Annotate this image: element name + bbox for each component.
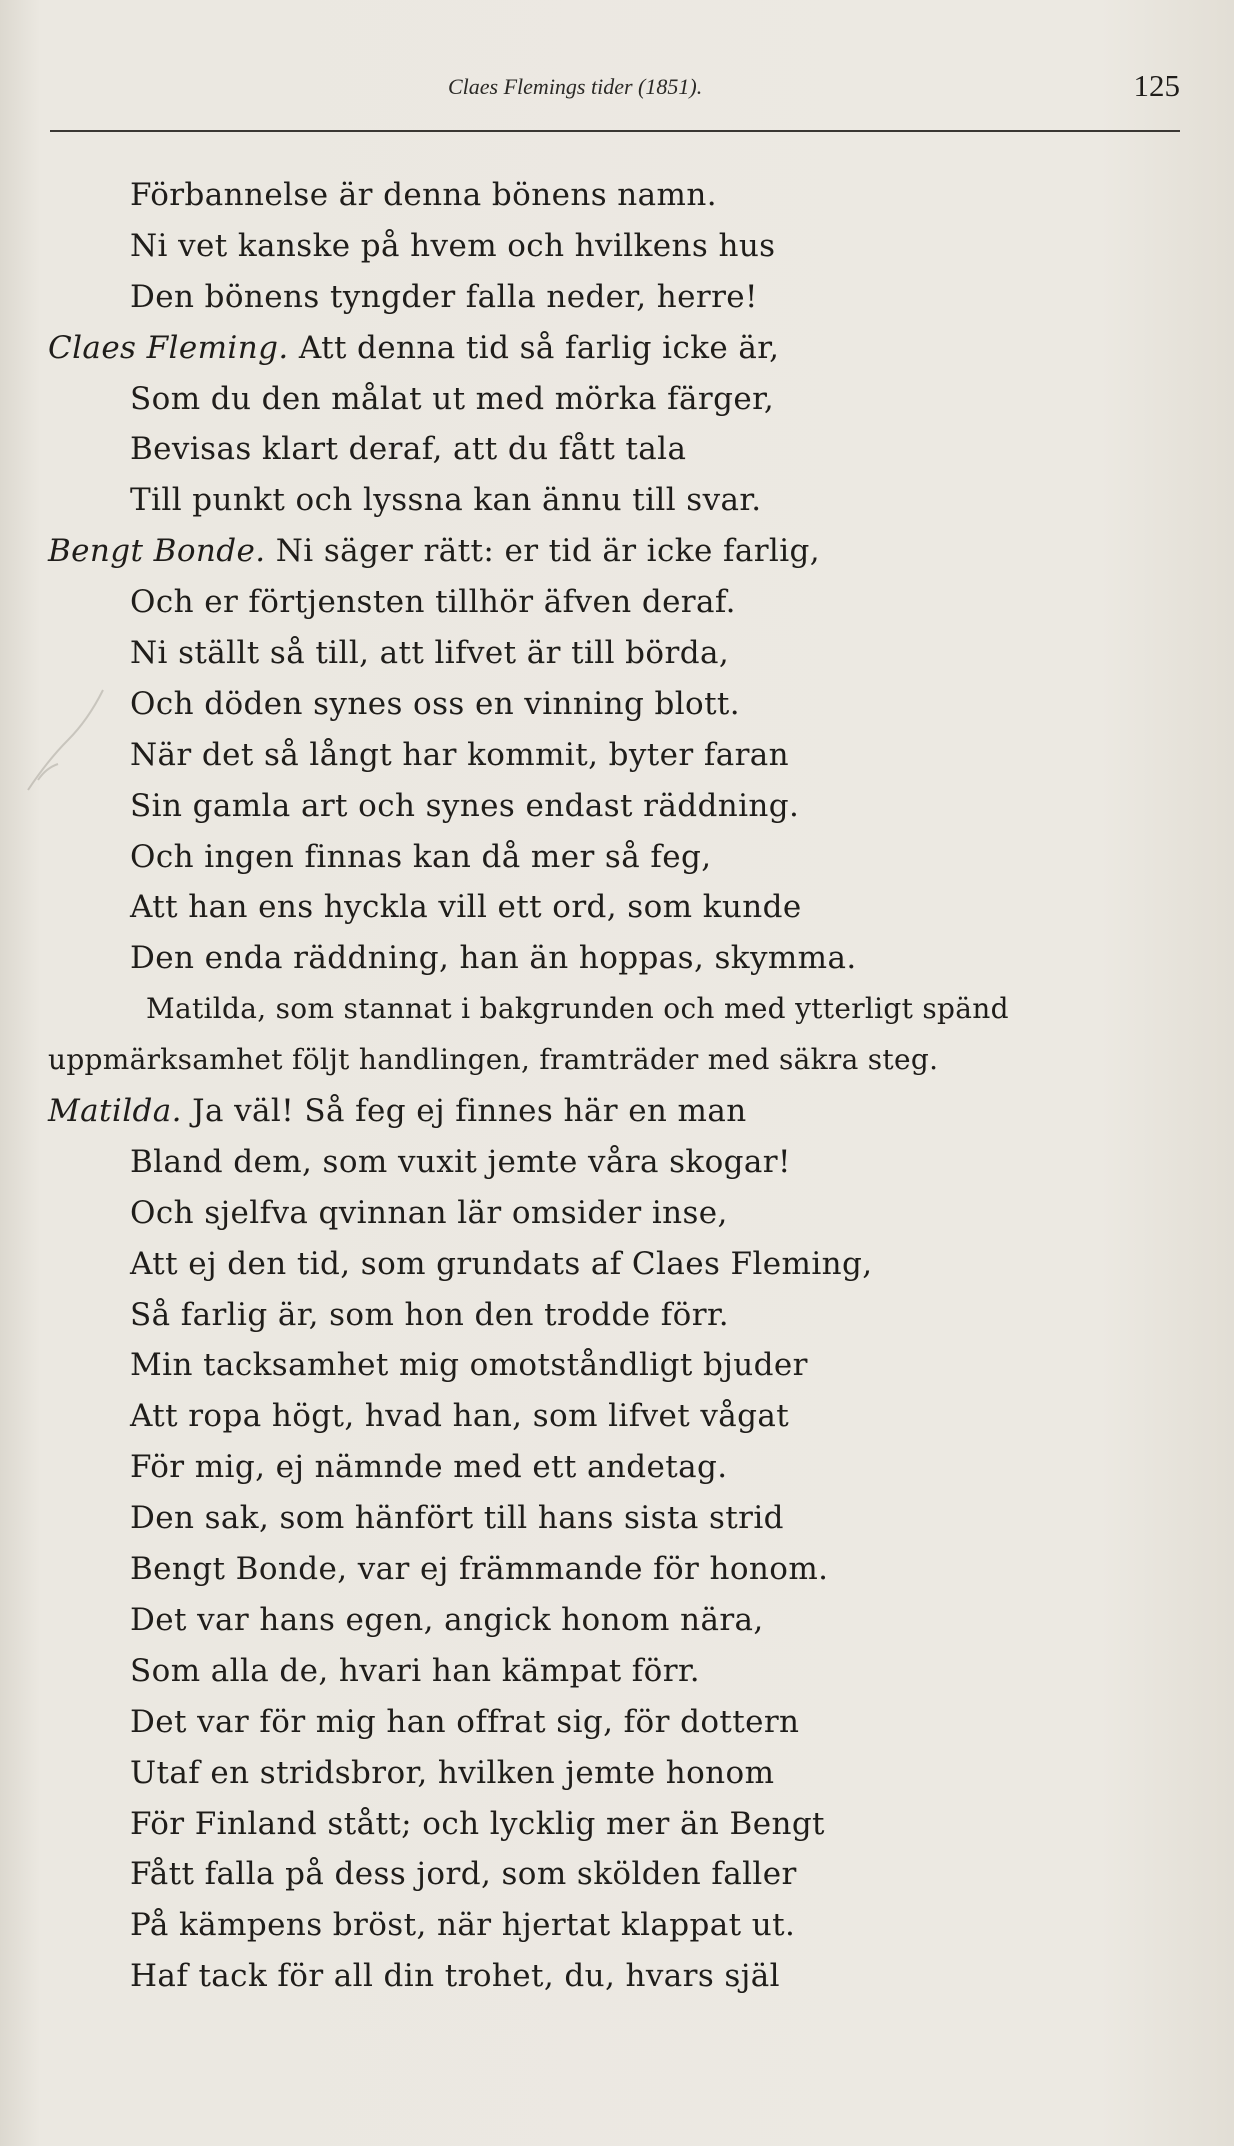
speaker-name: Claes Fleming.: [48, 329, 289, 366]
verse-line: [48, 1646, 1198, 1697]
verse-line: [48, 1493, 1198, 1544]
line-text: Det var hans egen, angick honom nära,: [130, 1601, 764, 1638]
verse-line: [48, 679, 1198, 730]
line-text: När det så långt har kommit, byter faran: [130, 736, 790, 773]
line-text: Sin gamla art och synes endast räddning.: [130, 787, 800, 824]
speech-line: [48, 323, 1198, 374]
verse-line: [48, 1799, 1198, 1850]
line-text: Som du den målat ut med mörka färger,: [130, 380, 775, 417]
line-text: Och er förtjensten tillhör äfven deraf.: [130, 584, 736, 621]
verse-line: [48, 1442, 1198, 1493]
verse-line: [48, 933, 1198, 984]
verse-line: [48, 781, 1198, 832]
verse-line: [48, 1900, 1198, 1951]
header-rule: [50, 130, 1180, 132]
line-text: Den bönens tyngder falla neder, herre!: [130, 278, 758, 315]
running-title: Claes Flemings tider (1851).: [448, 74, 703, 99]
verse-line: [48, 1951, 1198, 2002]
stage-direction-line: [48, 984, 1198, 1035]
line-text: Ni vet kanske på hvem och hvilkens hus: [130, 227, 776, 264]
verse-line: [48, 1188, 1198, 1239]
verse-line: [48, 832, 1198, 883]
line-text: Den sak, som hänfört till hans sista strid: [130, 1500, 784, 1537]
line-text: Ni ställt så till, att lifvet är till börda,: [130, 635, 730, 672]
verse-line: [48, 221, 1198, 272]
line-text: Fått falla på dess jord, som skölden faller: [130, 1856, 797, 1893]
verse-line: [48, 1849, 1198, 1900]
line-text: Matilda, som stannat i bakgrunden och med ytterligt spänd: [146, 992, 1009, 1026]
verse-line: [48, 577, 1198, 628]
line-text: Förbannelse är denna bönens namn.: [130, 177, 717, 213]
verse-line: [48, 170, 1198, 221]
line-text: Som alla de, hvari han kämpat förr.: [130, 1652, 701, 1689]
line-text: Min tacksamhet mig omotståndligt bjuder: [130, 1347, 808, 1384]
line-text: Bengt Bonde, var ej främmande för honom.: [130, 1551, 829, 1588]
verse-line: [48, 374, 1198, 425]
line-text: På kämpens bröst, när hjertat klappat ut.: [130, 1907, 796, 1944]
verse-line: [48, 1697, 1198, 1748]
verse-line: [48, 272, 1198, 323]
line-text: Utaf en stridsbror, hvilken jemte honom: [130, 1754, 775, 1791]
verse-line: [48, 424, 1198, 475]
line-text: Att ropa högt, hvad han, som lifvet vågat: [130, 1398, 790, 1435]
line-text: Till punkt och lyssna kan ännu till svar.: [130, 482, 762, 519]
play-text: [48, 170, 1198, 2002]
line-text: Bland dem, som vuxit jemte våra skogar!: [130, 1143, 791, 1180]
line-text: Den enda räddning, han än hoppas, skymma.: [130, 940, 857, 977]
stage-direction-line: [48, 1035, 1198, 1086]
verse-line: [48, 1544, 1198, 1595]
line-text: Ja väl! Så feg ej finnes här en man: [192, 1093, 747, 1130]
verse-line: [48, 1340, 1198, 1391]
speaker-name: Bengt Bonde.: [48, 533, 266, 570]
line-text: Och sjelfva qvinnan lär omsider inse,: [130, 1194, 728, 1231]
line-text: Ni säger rätt: er tid är icke farlig,: [275, 533, 821, 570]
speech-line: [48, 526, 1198, 577]
page-number: 125: [1133, 68, 1180, 103]
speaker-name: Matilda.: [48, 1093, 182, 1130]
verse-line: [48, 882, 1198, 933]
line-text: uppmärksamhet följt handlingen, framträder med säkra steg.: [48, 1043, 939, 1077]
line-text: Att denna tid så farlig icke är,: [298, 329, 780, 366]
verse-line: [48, 730, 1198, 781]
line-text: Det var för mig han offrat sig, för dottern: [130, 1703, 800, 1740]
line-text: Att ej den tid, som grundats af Claes Fleming,: [130, 1245, 873, 1282]
line-text: För Finland stått; och lycklig mer än Bengt: [130, 1805, 825, 1842]
verse-line: [48, 1391, 1198, 1442]
verse-line: [48, 1137, 1198, 1188]
verse-line: [48, 1290, 1198, 1341]
line-text: Så farlig är, som hon den trodde förr.: [130, 1296, 730, 1333]
verse-line: [48, 475, 1198, 526]
line-text: För mig, ej nämnde med ett andetag.: [130, 1449, 728, 1486]
line-text: Och döden synes oss en vinning blott.: [130, 685, 741, 722]
verse-line: [48, 1748, 1198, 1799]
line-text: Haf tack för all din trohet, du, hvars själ: [130, 1958, 780, 1995]
verse-line: [48, 628, 1198, 679]
speech-line: [48, 1086, 1198, 1137]
line-text: Att han ens hyckla vill ett ord, som kunde: [130, 889, 802, 926]
line-text: Och ingen finnas kan då mer så feg,: [130, 838, 712, 875]
line-text: Bevisas klart deraf, att du fått tala: [130, 431, 687, 468]
page-header: [50, 66, 1180, 116]
verse-line: [48, 1239, 1198, 1290]
verse-line: [48, 1595, 1198, 1646]
